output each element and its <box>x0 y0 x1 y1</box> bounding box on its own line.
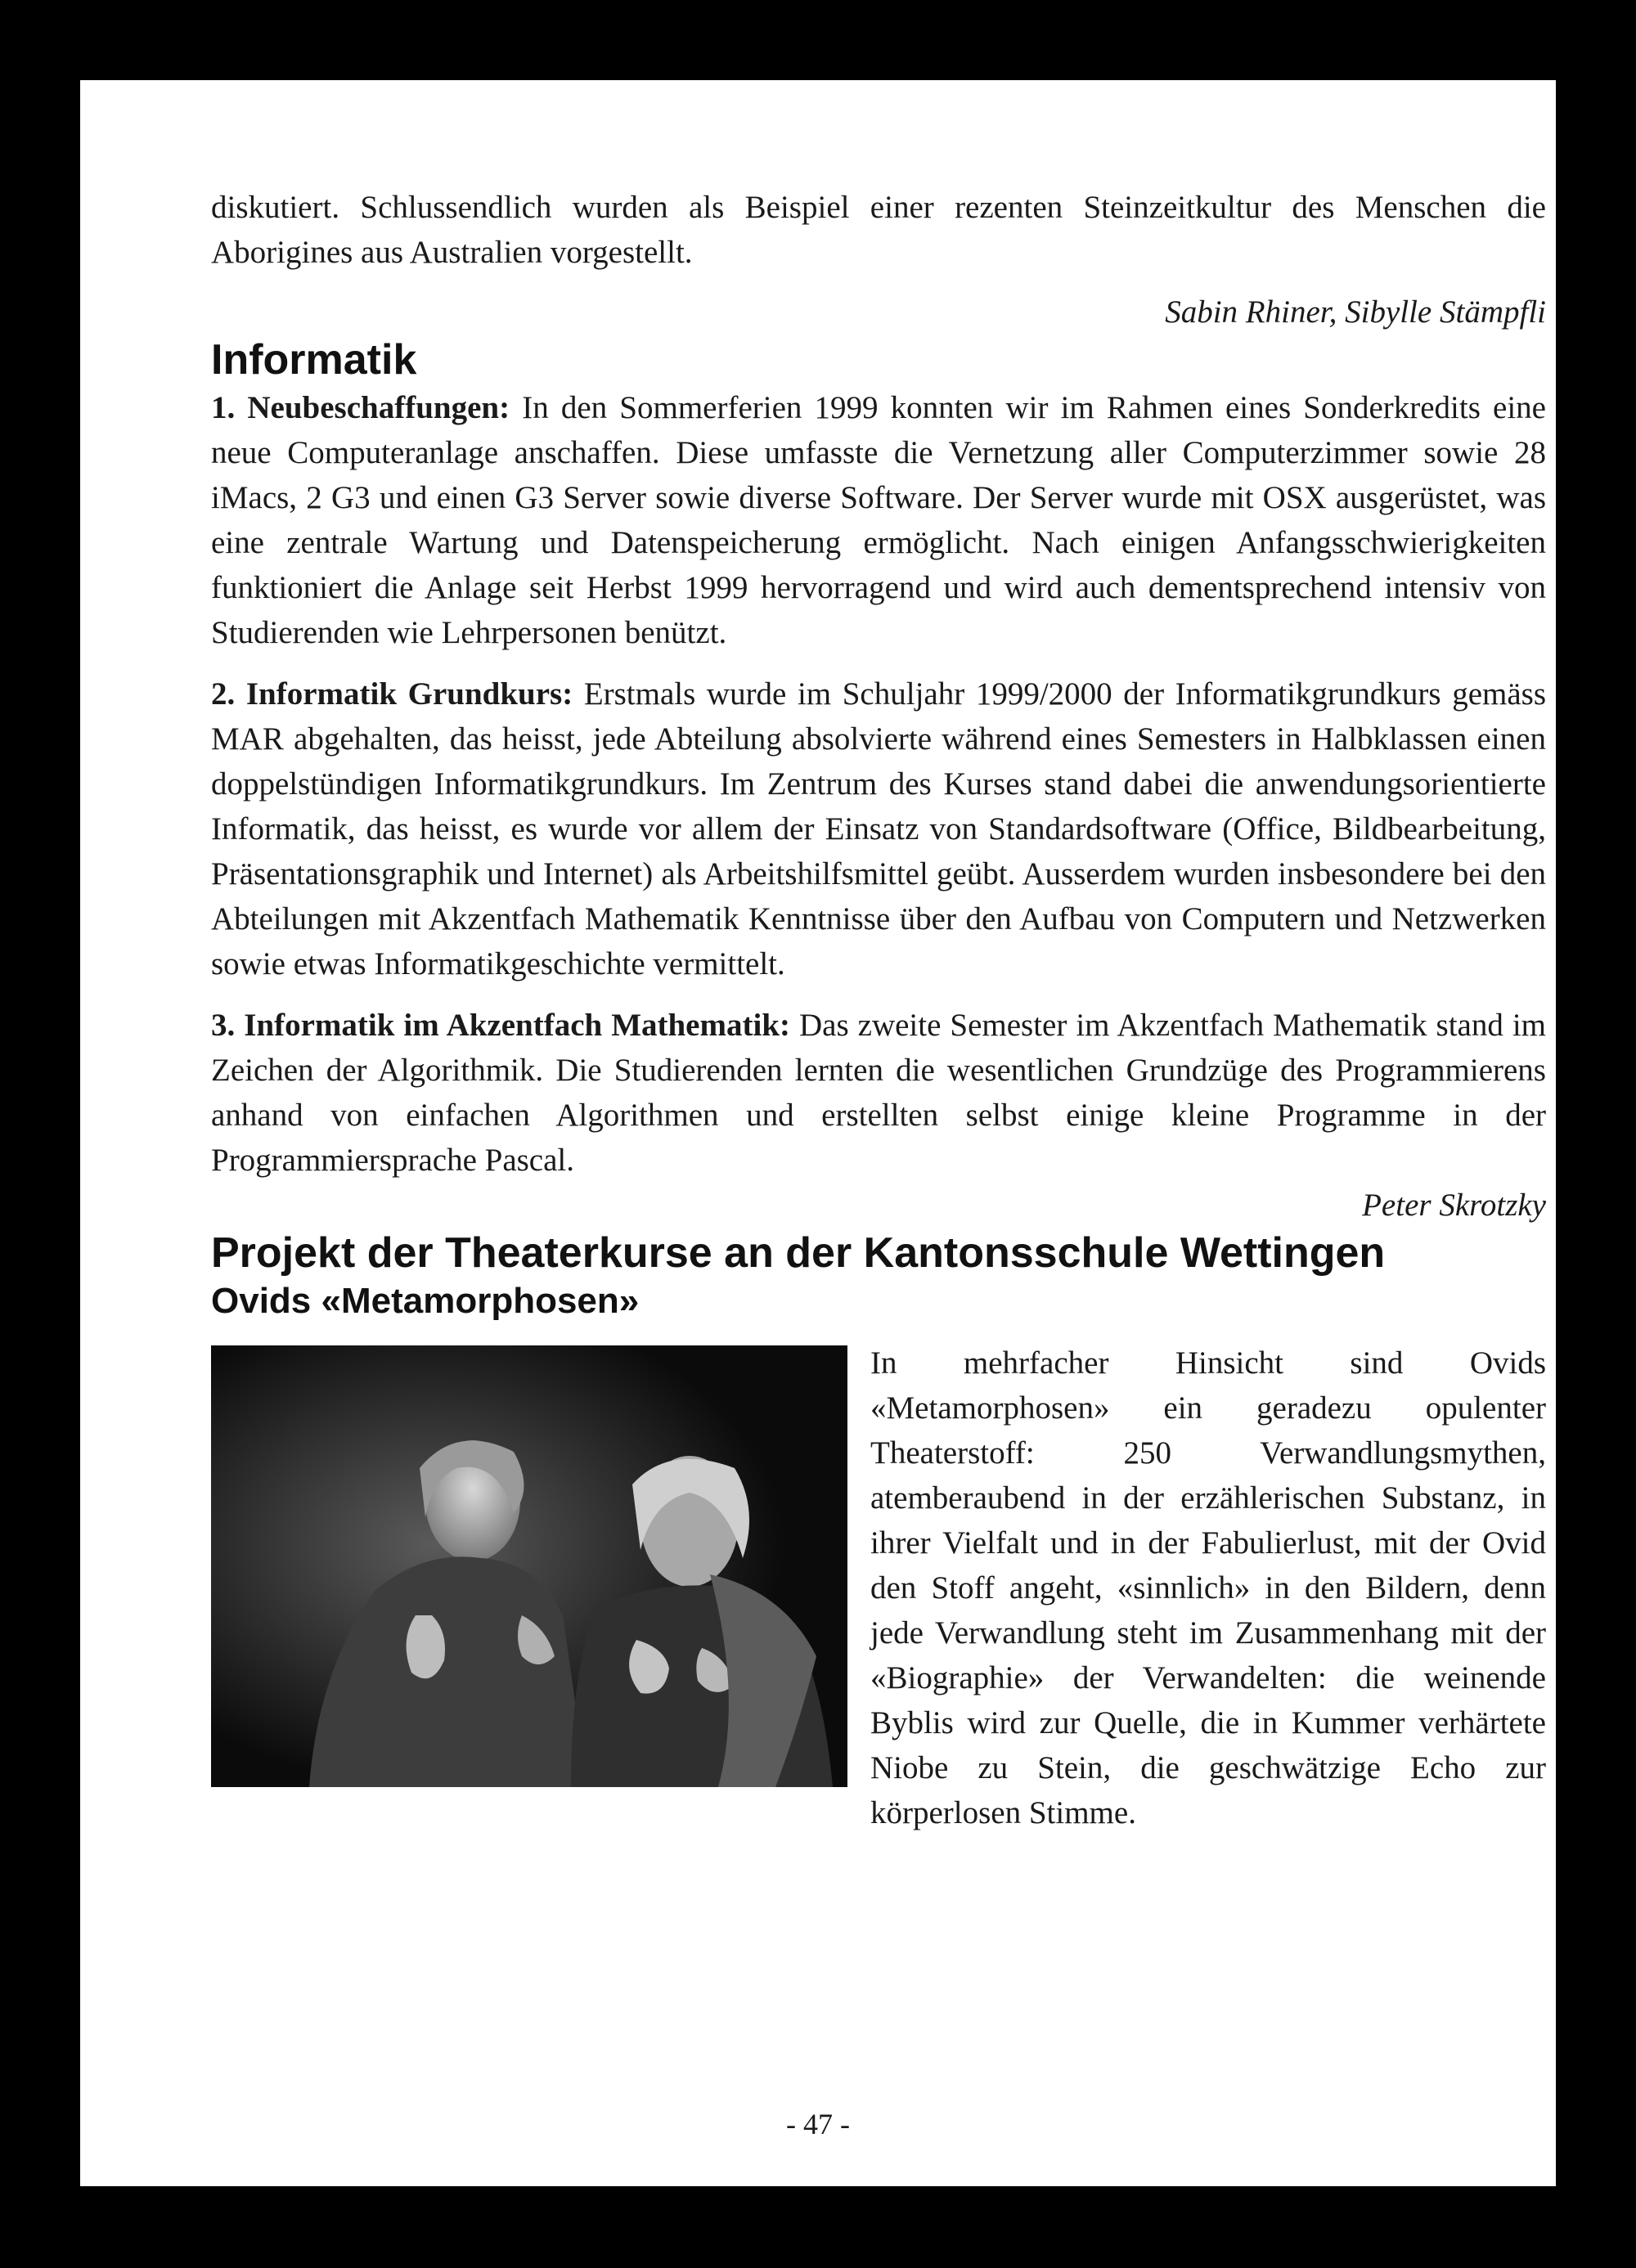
theater-photo <box>211 1345 847 1787</box>
intro-signature: Sabin Rhiner, Sibylle Stämpfli <box>1165 294 1546 330</box>
page-content <box>211 185 1547 1830</box>
informatik-item-3 <box>211 1003 1546 1183</box>
informatik-signature: Peter Skrotzky <box>1362 1188 1546 1223</box>
informatik-item-2 <box>211 671 1546 986</box>
item-3-text: Das zweite Semester im Akzentfach Mathematik stand im Zeichen der Algorithmik. Die Studierenden lernten die wesentlichen Grundzüge des Programmierens anhand von einfachen Algorithmen und erstellten selbst einige kleine Programme in der Programmiersprache Pascal. <box>211 1008 1547 1178</box>
projekt-text: In mehrfacher Hinsicht sind Ovids «Metamorphosen» ein geradezu opulenter Theaterstoff: 250 Verwandlungsmythen, atemberaubend in der erzählerischen Substanz, in ihrer Vielfalt und in der Fabulierlust, mit der Ovid den Stoff angeht, «sinnlich» in den Bildern, denn jede Verwandlung steht im Zusammenhang mit der «Biographie» der Verwandelten: die weinende Byblis wird zur Quelle, die in Kummer verhärtete Niobe zu Stein, die geschwätzige Echo zur körperlosen Stimme. <box>870 1345 1546 1830</box>
informatik-heading: Informatik <box>211 336 417 384</box>
informatik-item-1 <box>211 385 1546 655</box>
item-3-label: 3. Informatik im Akzentfach Mathematik: <box>211 1008 790 1043</box>
projekt-heading: Projekt der Theaterkurse an der Kantonsschule Wettingen <box>211 1229 1386 1277</box>
item-1-label: 1. Neubeschaffungen: <box>211 390 510 425</box>
intro-paragraph: diskutiert. Schlussendlich wurden als Beispiel einer rezenten Steinzeitkultur des Menschen die Aborigines aus Australien vorgestellt. <box>211 190 1546 270</box>
projekt-body <box>211 1345 1546 1830</box>
page-number: - 47 - <box>786 2108 850 2140</box>
projekt-subheading: Ovids «Metamorphosen» <box>211 1281 640 1321</box>
document-page <box>80 80 1556 2186</box>
item-1-text: In den Sommerferien 1999 konnten wir im Rahmen eines Sonderkredits eine neue Computeranlage anschaffen. Diese umfasste die Vernetzung aller Computerzimmer sowie 28 iMacs, 2 G3 und einen G3 Server sowie diverse Software. Der Server wurde mit OSX ausgerüstet, was eine zentrale Wartung und Datenspeicherung ermöglicht. Nach einigen Anfangsschwierigkeiten funktioniert die Anlage seit Herbst 1999 hervorragend und wird auch dementsprechend intensiv von Studierenden wie Lehrpersonen benützt. <box>211 390 1546 650</box>
item-2-text: Erstmals wurde im Schuljahr 1999/2000 der Informatikgrundkurs gemäss MAR abgehalten, das heisst, jede Abteilung absolvierte während eines Semesters in Halbklassen einen doppelstündigen Informatikgrundkurs. Im Zentrum des Kurses stand dabei die anwendungsorientierte Informatik, das heisst, es wurde vor allem der Einsatz von Standardsoftware (Office, Bildbearbeitung, Präsentationsgraphik und Internet) als Arbeitshilfsmittel geübt. Ausserdem wurden insbesondere bei den Abteilungen mit Akzentfach Mathematik Kenntnisse über den Aufbau von Computern und Netzwerken sowie etwas Informatikgeschichte vermittelt. <box>211 676 1547 981</box>
item-2-label: 2. Informatik Grundkurs: <box>211 676 573 712</box>
theater-photo-illustration <box>211 1345 847 1787</box>
